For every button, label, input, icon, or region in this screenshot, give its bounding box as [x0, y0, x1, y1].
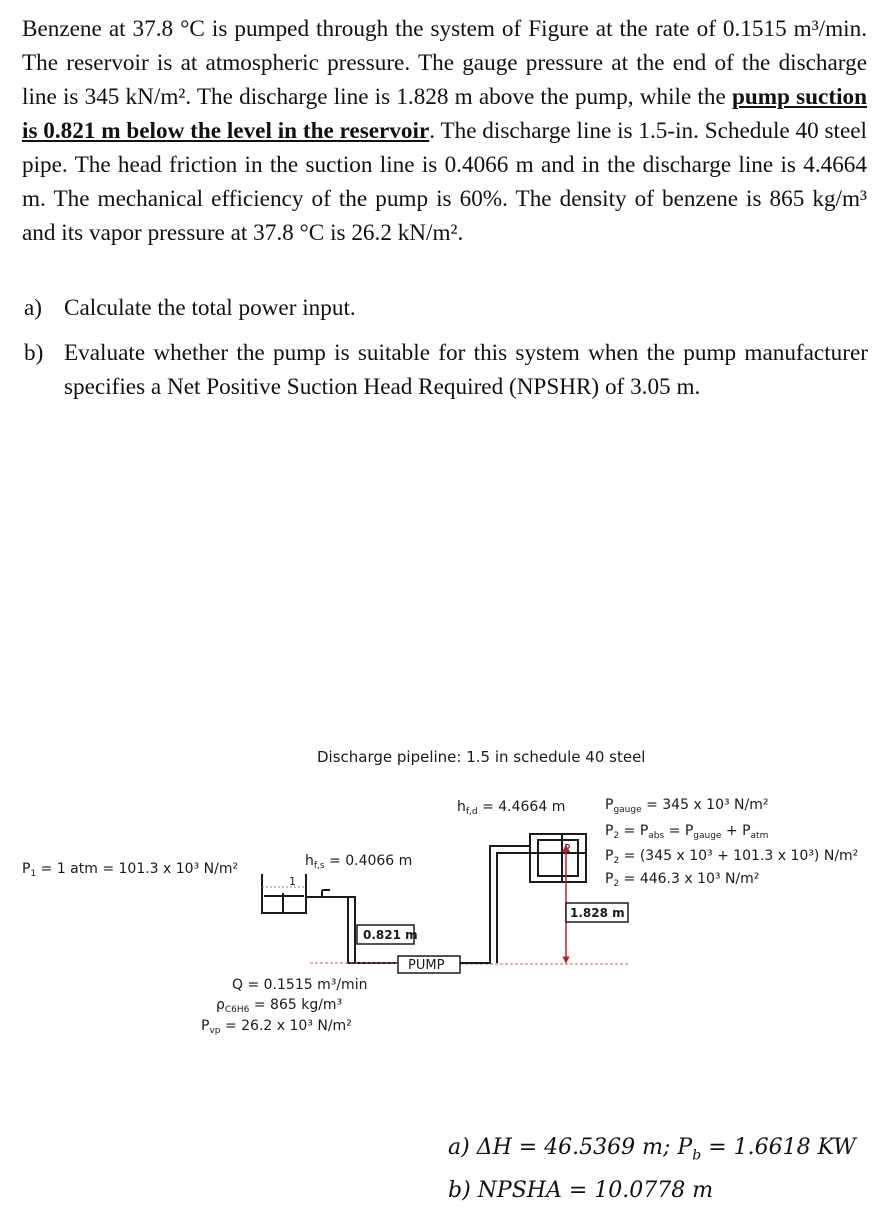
height-1828-label: 1.828 m — [570, 906, 625, 920]
p1-label: $P_1 = 1$ atm = 101.3 x 10³ N/m² — [22, 861, 239, 879]
hfd-label: $h_{f,d} = 4.4664$ m — [457, 799, 566, 817]
pgauge-label: $P_{gauge} = 345$ x 10³ N/m² — [605, 797, 769, 815]
question-b-label: b) — [24, 340, 44, 366]
suction-pipe — [306, 890, 402, 963]
reservoir — [262, 874, 306, 913]
hfs-label: $h_{f,s} = 0.4066$ m — [305, 853, 413, 871]
question-a-label: a) — [24, 295, 43, 321]
point-1-label: 1 — [289, 875, 296, 888]
question-a-text: Calculate the total power input. — [64, 295, 356, 321]
diagram-title: Discharge pipeline: 1.5 in schedule 40 steel — [317, 748, 646, 766]
problem-text: Benzene at 37.8 °C is pumped through the system of Figure at the rate of 0.1515 m³/min. The reservoir is at atmospheric pressure. The gauge pressure at the end of the discharge line is 345 kN/m². The discharge line is 1.828 m above the pump, while the — [22, 16, 867, 110]
height-0821-label: 0.821 m — [363, 928, 418, 942]
p2-equation-1: $P_2 = P_{abs} = P_{gauge} + P_{atm}$ — [605, 823, 769, 841]
flow-rate-label: Q = 0.1515 m³/min — [232, 977, 368, 993]
pump-label: PUMP — [408, 958, 445, 973]
question-b-text: Evaluate whether the pump is suitable for this system when the pump manufacturer specifies a Net Positive Suction Head Required (NPSHR) of 3.05 m. — [64, 340, 868, 400]
answer-b: b) NPSHA = 10.0778 m — [448, 1178, 714, 1204]
p2-equation-2: $P_2 = (345$ x 10³ + 101.3 x 10³) N/m² — [605, 848, 859, 866]
vapor-pressure-label: $P_{vp} = 26.2$ x 10³ N/m² — [201, 1018, 352, 1036]
problem-text-end: . The discharge line is 1.5-in. Schedule 40 steel pipe. The head friction in the suction line is 0.4066 m and in the discharge line is 4.4664 m. The mechanical efficiency of the pump is 60%. The density of benzene is 865 kg/m³ and its vapor pressure at 37.8 °C is 26.2 kN/m². — [22, 118, 867, 246]
discharge-tank — [530, 834, 586, 882]
density-label: $\rho_{C6H6} = 865$ kg/m³ — [216, 997, 343, 1015]
point-2-label: 2 — [564, 842, 571, 855]
discharge-pipe — [460, 846, 530, 963]
p2-equation-3: $P_2 = 446.3$ x 10³ N/m² — [605, 871, 760, 889]
answers — [448, 1130, 856, 1209]
underlined-text: pump suction is 0.821 m below the level in the reservoir — [22, 84, 868, 144]
answer-a: a) ΔH = 46.5369 m; $P_b = 1.6618$ KW — [448, 1135, 856, 1164]
